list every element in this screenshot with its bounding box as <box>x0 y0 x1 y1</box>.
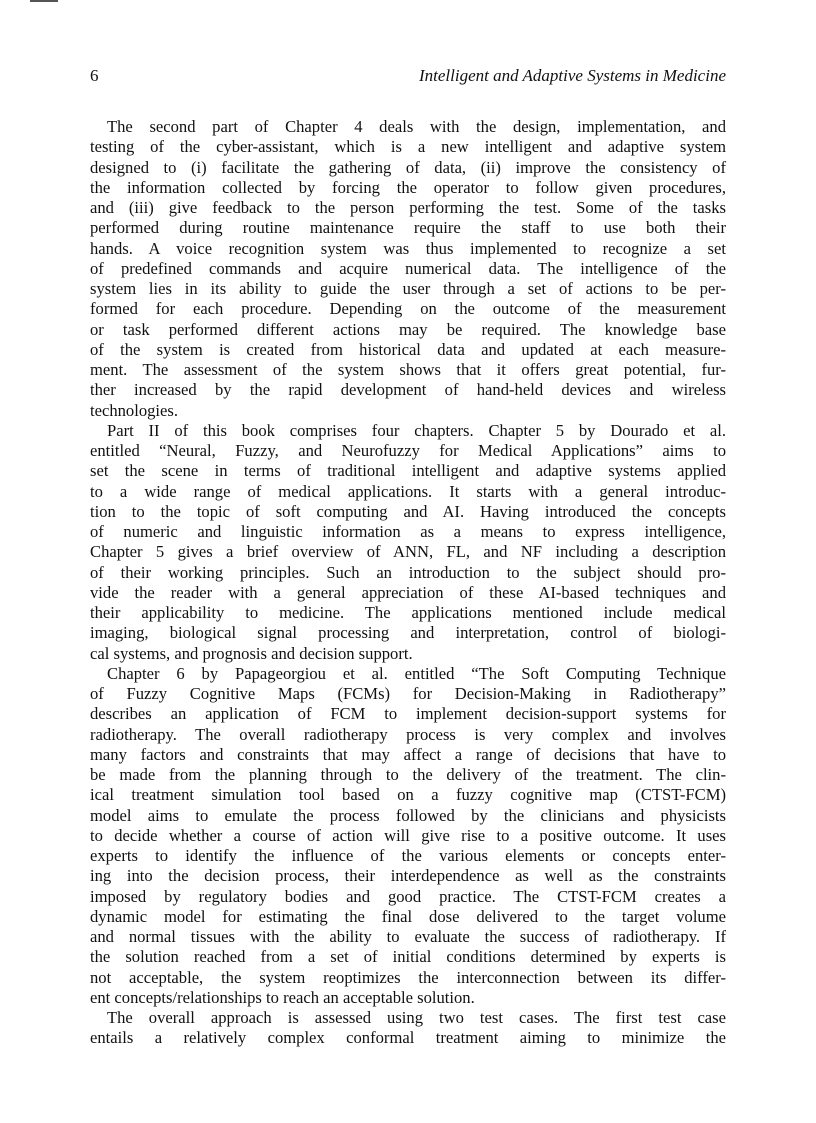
text-line: The second part of Chapter 4 deals with the design, implementation, and <box>107 117 726 136</box>
text-line: hands. A voice recognition system was thus implemented to recognize a set <box>90 238 726 258</box>
paragraph <box>90 421 726 664</box>
text-line: tion to the topic of soft computing and AI. Having introduced the concepts <box>90 501 726 521</box>
text-line: ent concepts/relationships to reach an acceptable solution. <box>90 987 475 1007</box>
text-line: imposed by regulatory bodies and good practice. The CTST-FCM creates a <box>90 886 726 906</box>
text-line: Chapter 5 gives a brief overview of ANN, FL, and NF including a description <box>90 542 726 562</box>
text-line: of predefined commands and acquire numerical data. The intelligence of the <box>90 258 726 278</box>
text-line: of their working principles. Such an introduction to the subject should pro- <box>90 562 726 582</box>
running-header <box>90 66 726 88</box>
running-title: Intelligent and Adaptive Systems in Medicine <box>418 66 726 85</box>
text-line: vide the reader with a general appreciation of these AI-based techniques and <box>90 582 726 602</box>
text-line: set the scene in terms of traditional intelligent and adaptive systems applied <box>90 461 726 481</box>
text-line: the solution reached from a set of initial conditions determined by experts is <box>90 947 726 967</box>
paragraph <box>90 117 726 421</box>
page-corner-mark <box>30 0 58 2</box>
text-line: to a wide range of medical applications. It starts with a general introduc- <box>90 481 726 501</box>
body-text <box>90 117 726 1049</box>
text-line: to decide whether a course of action will give rise to a positive outcome. It uses <box>90 825 726 845</box>
text-line: of the system is created from historical data and updated at each measure- <box>90 339 726 359</box>
text-line: ment. The assessment of the system shows that it offers great potential, fur- <box>90 360 726 379</box>
text-line: radiotherapy. The overall radiotherapy process is very complex and involves <box>90 724 726 744</box>
text-line: The overall approach is assessed using two test cases. The first test case <box>107 1008 726 1027</box>
text-line: or task performed different actions may be required. The knowledge base <box>90 319 726 339</box>
text-line: entitled “Neural, Fuzzy, and Neurofuzzy for Medical Applications” aims to <box>90 441 726 460</box>
text-line: ing into the decision process, their interdependence as well as the constraints <box>90 866 726 886</box>
text-line: entails a relatively complex conformal treatment aiming to minimize the <box>90 1028 726 1048</box>
text-line: not acceptable, the system reoptimizes the interconnection between its differ- <box>90 967 726 987</box>
text-line: imaging, biological signal processing and interpretation, control of biologi- <box>90 623 726 643</box>
text-line: designed to (i) facilitate the gathering of data, (ii) improve the consistency of <box>90 157 726 177</box>
text-line: describes an application of FCM to implement decision-support systems for <box>90 704 726 724</box>
text-line: formed for each procedure. Depending on the outcome of the measurement <box>90 299 726 319</box>
text-line: and normal tissues with the ability to evaluate the success of radiotherapy. If <box>90 927 726 946</box>
text-line: their applicability to medicine. The applications mentioned include medical <box>90 603 726 622</box>
text-line: of Fuzzy Cognitive Maps (FCMs) for Decision-Making in Radiotherapy” <box>90 684 726 703</box>
text-line: system lies in its ability to guide the user through a set of actions to be per- <box>90 279 726 298</box>
text-line: technologies. <box>90 400 179 420</box>
text-line: ther increased by the rapid development of hand-held devices and wireless <box>90 380 726 400</box>
text-line: and (iii) give feedback to the person performing the test. Some of the tasks <box>90 198 726 217</box>
text-line: of numeric and linguistic information as a means to express intelligence, <box>90 522 726 541</box>
text-line: Chapter 6 by Papageorgiou et al. entitled “The Soft Computing Technique <box>107 663 726 683</box>
text-line: dynamic model for estimating the final dose delivered to the target volume <box>90 906 726 926</box>
text-line: ical treatment simulation tool based on a fuzzy cognitive map (CTST-FCM) <box>90 785 726 805</box>
page-number: 6 <box>90 66 99 85</box>
paragraph <box>90 1008 726 1049</box>
text-line: the information collected by forcing the operator to follow given procedures, <box>90 177 726 197</box>
text-line: be made from the planning through to the delivery of the treatment. The clin- <box>90 765 726 784</box>
text-line: Part II of this book comprises four chapters. Chapter 5 by Dourado et al. <box>107 420 726 440</box>
text-line: performed during routine maintenance require the staff to use both their <box>90 218 726 238</box>
text-line: many factors and constraints that may affect a range of decisions that have to <box>90 744 726 764</box>
text-line: experts to identify the influence of the various elements or concepts enter- <box>90 846 726 865</box>
text-line: testing of the cyber-assistant, which is a new intelligent and adaptive system <box>90 137 726 157</box>
text-line: model aims to emulate the process followed by the clinicians and physicists <box>90 805 726 825</box>
paragraph <box>90 664 726 1008</box>
text-line: cal systems, and prognosis and decision support. <box>90 643 413 663</box>
